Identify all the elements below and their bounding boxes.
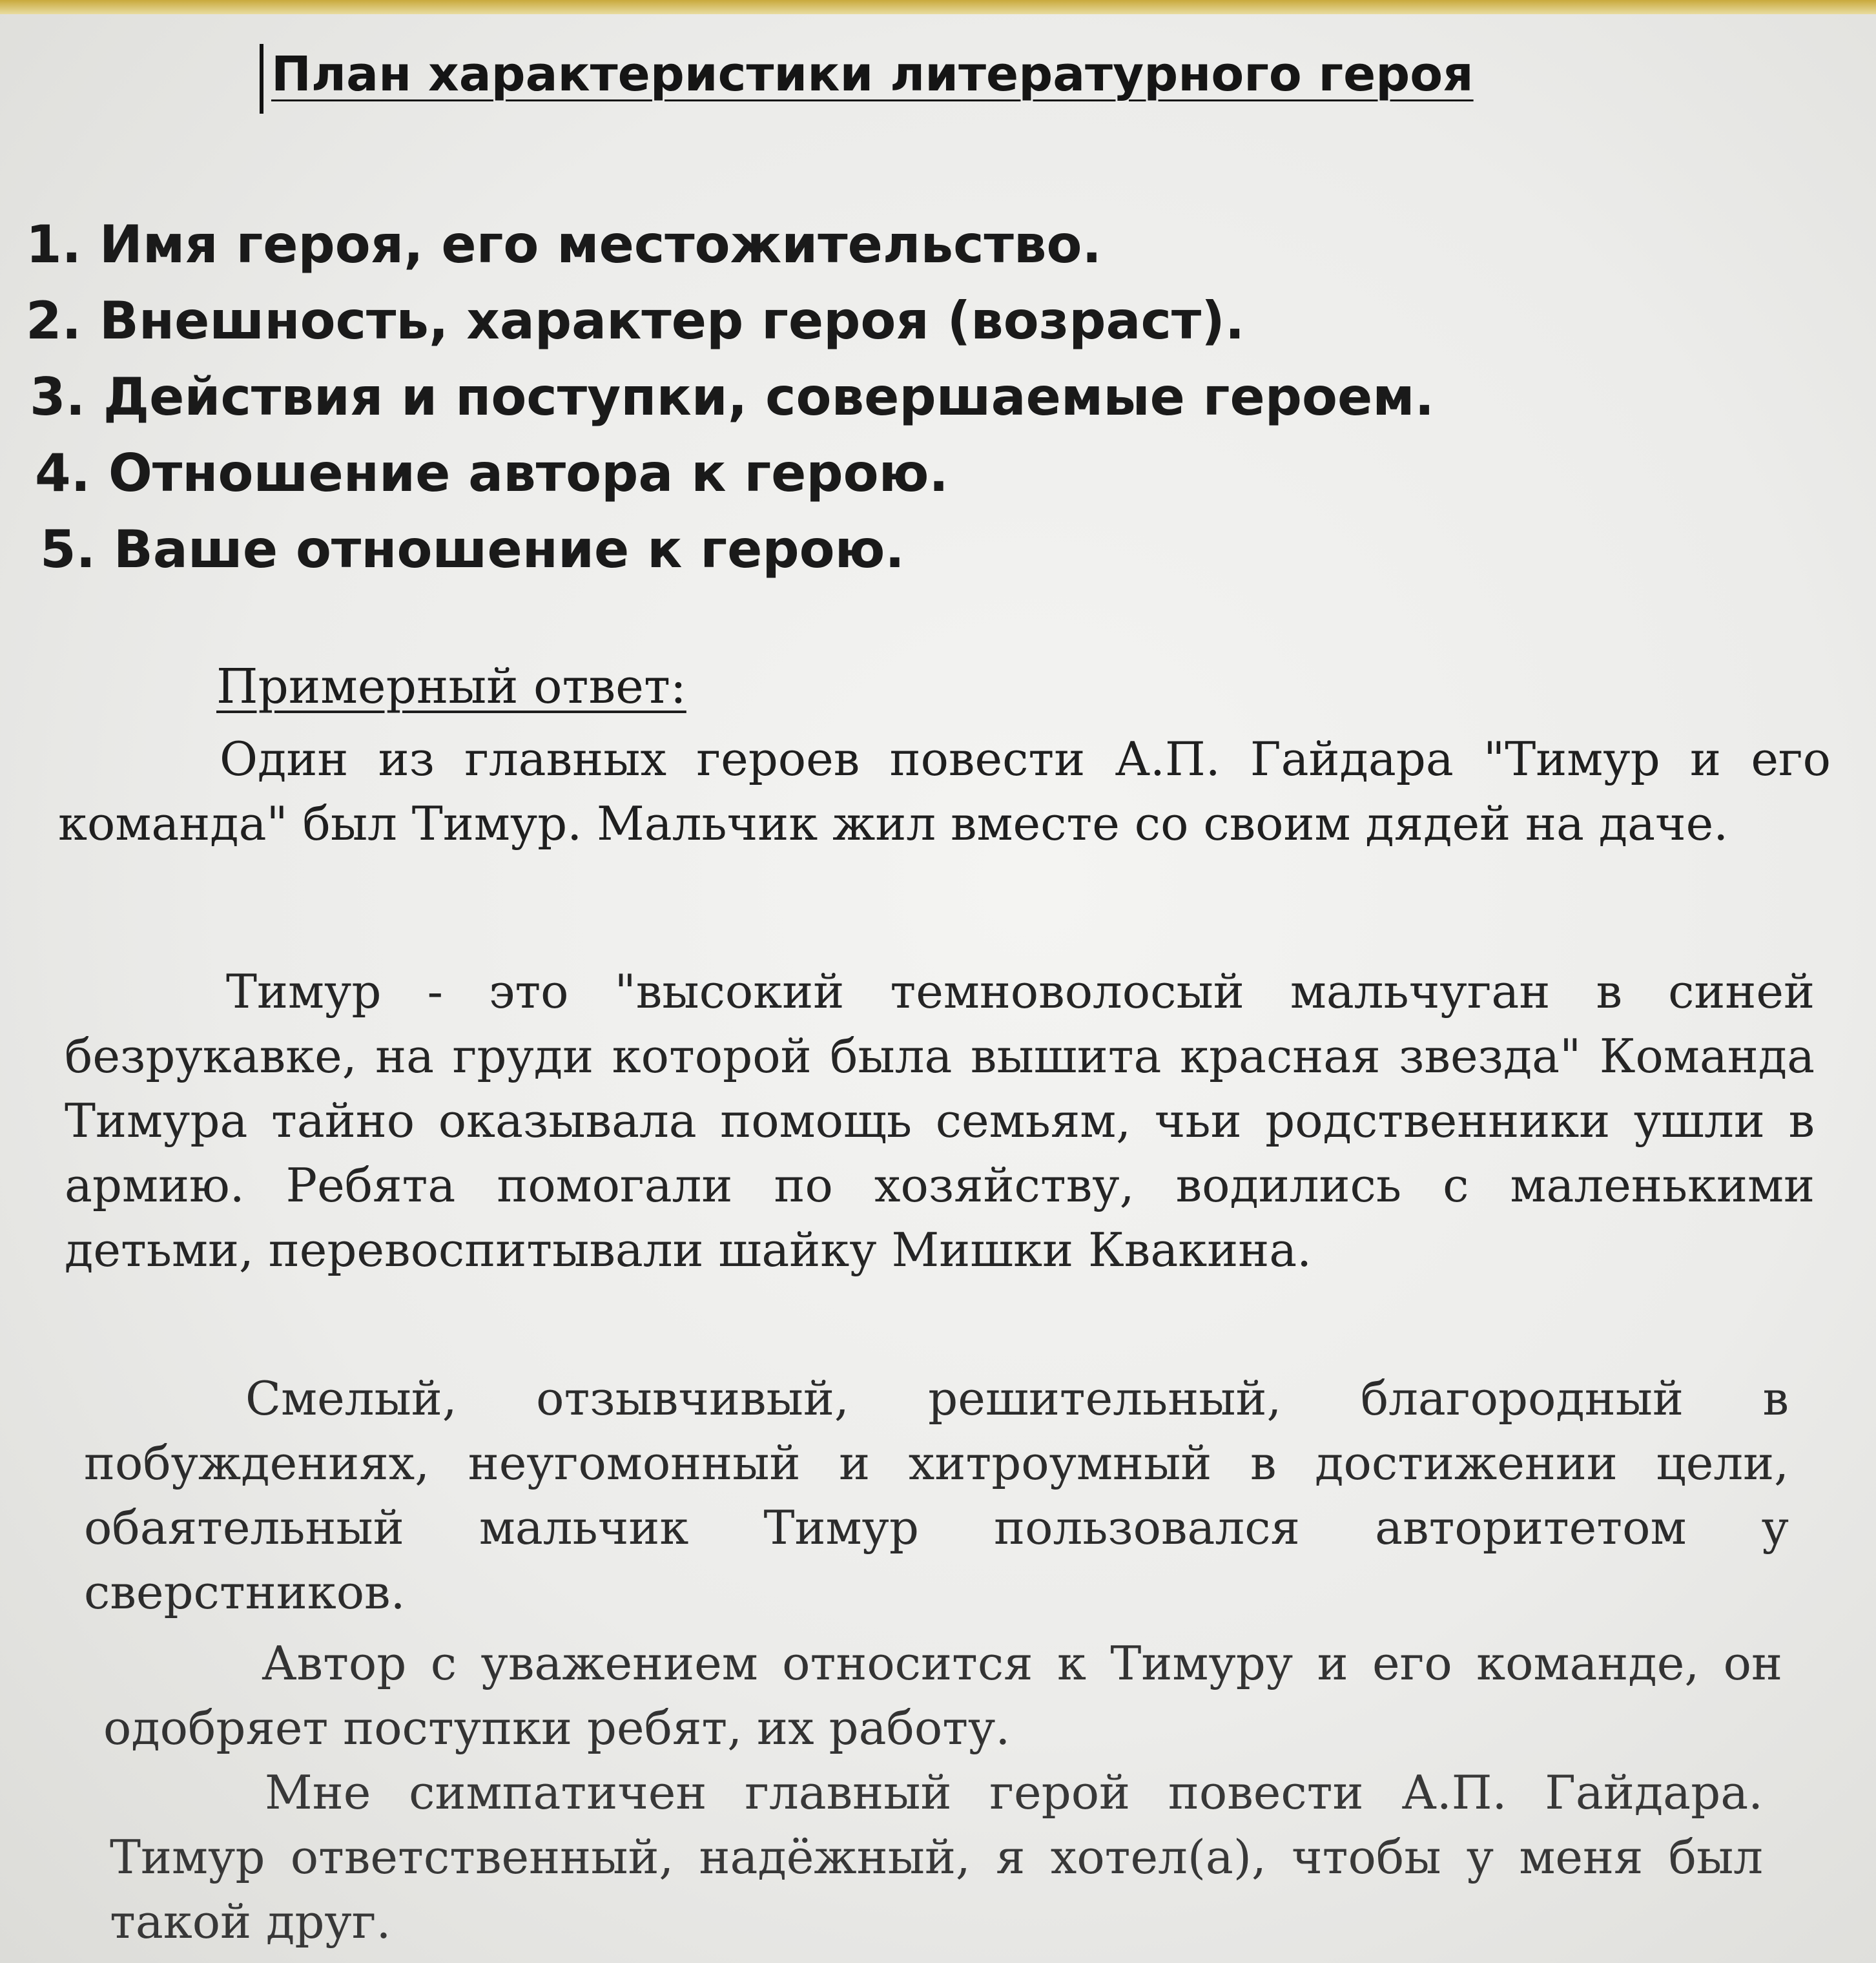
- answer-paragraph: Мне симпатичен главный герой повести А.П. Гайдара. Тимур ответственный, надёжный, я хотел(а), чтобы у меня был такой друг.: [110, 1765, 1763, 1949]
- answer-paragraph: Автор с уважением относится к Тимуру и его команде, он одобряет поступки ребят, их работу.: [103, 1636, 1782, 1755]
- document-title: План характеристики литературного героя: [271, 47, 1474, 102]
- answer-paragraph: Смелый, отзывчивый, решительный, благородный в побуждениях, неугомонный и хитроумный в достижении цели, обаятельный мальчик Тимур пользовался авторитетом у сверстников.: [84, 1371, 1789, 1619]
- plan-list: [26, 207, 1434, 588]
- window-top-edge: [0, 0, 1876, 14]
- answer-paragraph: Тимур - это "высокий темноволосый мальчуган в синей безрукавке, на груди которой была вышита красная звезда" Команда Тимура тайно оказывала помощь семьям, чьи родственники ушли в армию. Ребята помогали по хозяйству, водились с маленькими детьми, перевоспитывали шайку Мишки Квакина.: [65, 964, 1815, 1277]
- plan-item: 2. Внешность, характер героя (возраст).: [26, 291, 1245, 351]
- plan-item: 4. Отношение автора к герою.: [35, 443, 949, 503]
- plan-item: 1. Имя героя, его местожительство.: [26, 214, 1102, 275]
- plan-item: 5. Ваше отношение к герою.: [40, 519, 905, 579]
- answer-heading: Примерный ответ:: [216, 659, 686, 714]
- text-cursor: [260, 44, 263, 114]
- answer-paragraph: Один из главных героев повести А.П. Гайдара "Тимур и его команда" был Тимур. Мальчик жил вместе со своим дядей на даче.: [58, 732, 1831, 851]
- plan-item: 3. Действия и поступки, совершаемые героем.: [30, 367, 1434, 427]
